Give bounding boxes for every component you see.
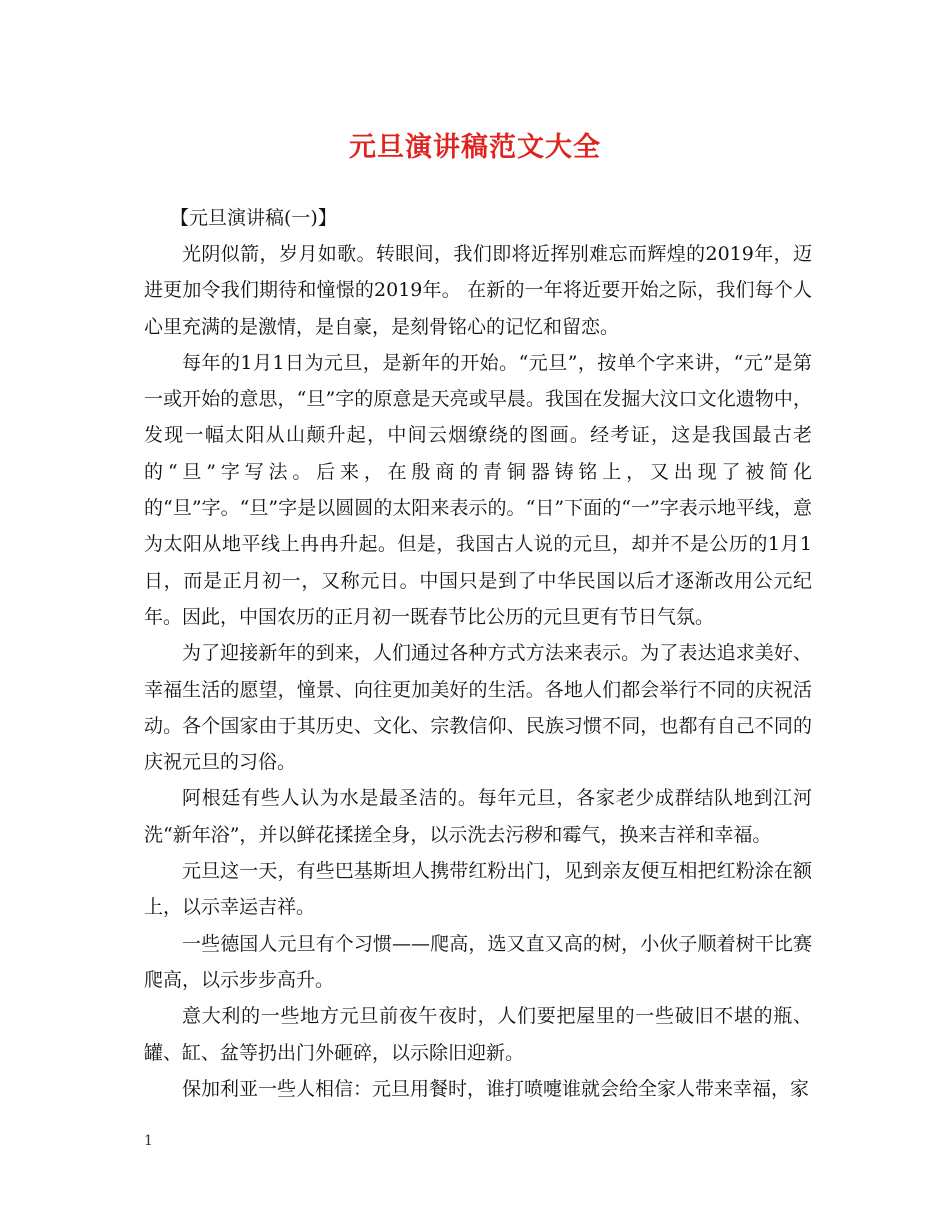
document-body — [144, 200, 812, 1107]
paragraph: 每年的1月1日为元旦，是新年的开始。“元旦”，按单个字来讲，“元”是第一或开始的意思，“旦”字的原意是天亮或早晨。我国在发掘大汶口文化遗物中，发现一幅太阳从山颠升起，中间云烟缭绕的图画。经考证，这是我国最古老的“旦”字写法。后来，在殷商的青铜器铸铭上，又出现了被简化的“旦”字。“旦”字是以圆圆的太阳来表示的。“日”下面的“一”字表示地平线，意为太阳从地平线上冉冉升起。但是，我国古人说的元旦，却并不是公历的1月1日，而是正月初一，又称元日。中国只是到了中华民国以后才逐渐改用公元纪年。因此，中国农历的正月初一既春节比公历的元旦更有节日气氛。 — [144, 351, 812, 628]
paragraph: 为了迎接新年的到来，人们通过各种方式方法来表示。为了表达追求美好、幸福生活的愿望，憧景、向往更加美好的生活。各地人们都会举行不同的庆祝活动。各个国家由于其历史、文化、宗教信仰、民族习惯不同，也都有自己不同的庆祝元旦的习俗。 — [144, 642, 812, 774]
paragraph: 意大利的一些地方元旦前夜午夜时，人们要把屋里的一些破旧不堪的瓶、罐、缸、盆等扔出门外砸碎，以示除旧迎新。 — [144, 1005, 812, 1064]
section-heading: 【元旦演讲稿(一)】 — [170, 207, 337, 229]
document-title: 元旦演讲稿范文大全 — [349, 132, 601, 163]
page-number: 1 — [144, 1133, 153, 1149]
paragraph: 保加利亚一些人相信：元旦用餐时，谁打喷嚏谁就会给全家人带来幸福，家 — [182, 1077, 810, 1100]
paragraph: 阿根廷有些人认为水是最圣洁的。每年元旦，各家老少成群结队地到江河洗“新年浴”，并以鲜花揉搓全身，以示洗去污秽和霉气，换来吉祥和幸福。 — [144, 787, 812, 846]
paragraph: 一些德国人元旦有个习惯——爬高，选又直又高的树，小伙子顺着树干比赛爬高，以示步步高升。 — [144, 932, 812, 991]
paragraph: 元旦这一天，有些巴基斯坦人携带红粉出门，见到亲友便互相把红粉涂在额上，以示幸运吉祥。 — [144, 860, 812, 919]
paragraph: 光阴似箭，岁月如歌。转眼间，我们即将近挥别难忘而辉煌的2019年，迈进更加令我们期待和憧憬的2019年。 在新的一年将近要开始之际，我们每个人心里充满的是激情，是自豪，是刻骨铭心的记忆和留恋。 — [144, 243, 812, 338]
